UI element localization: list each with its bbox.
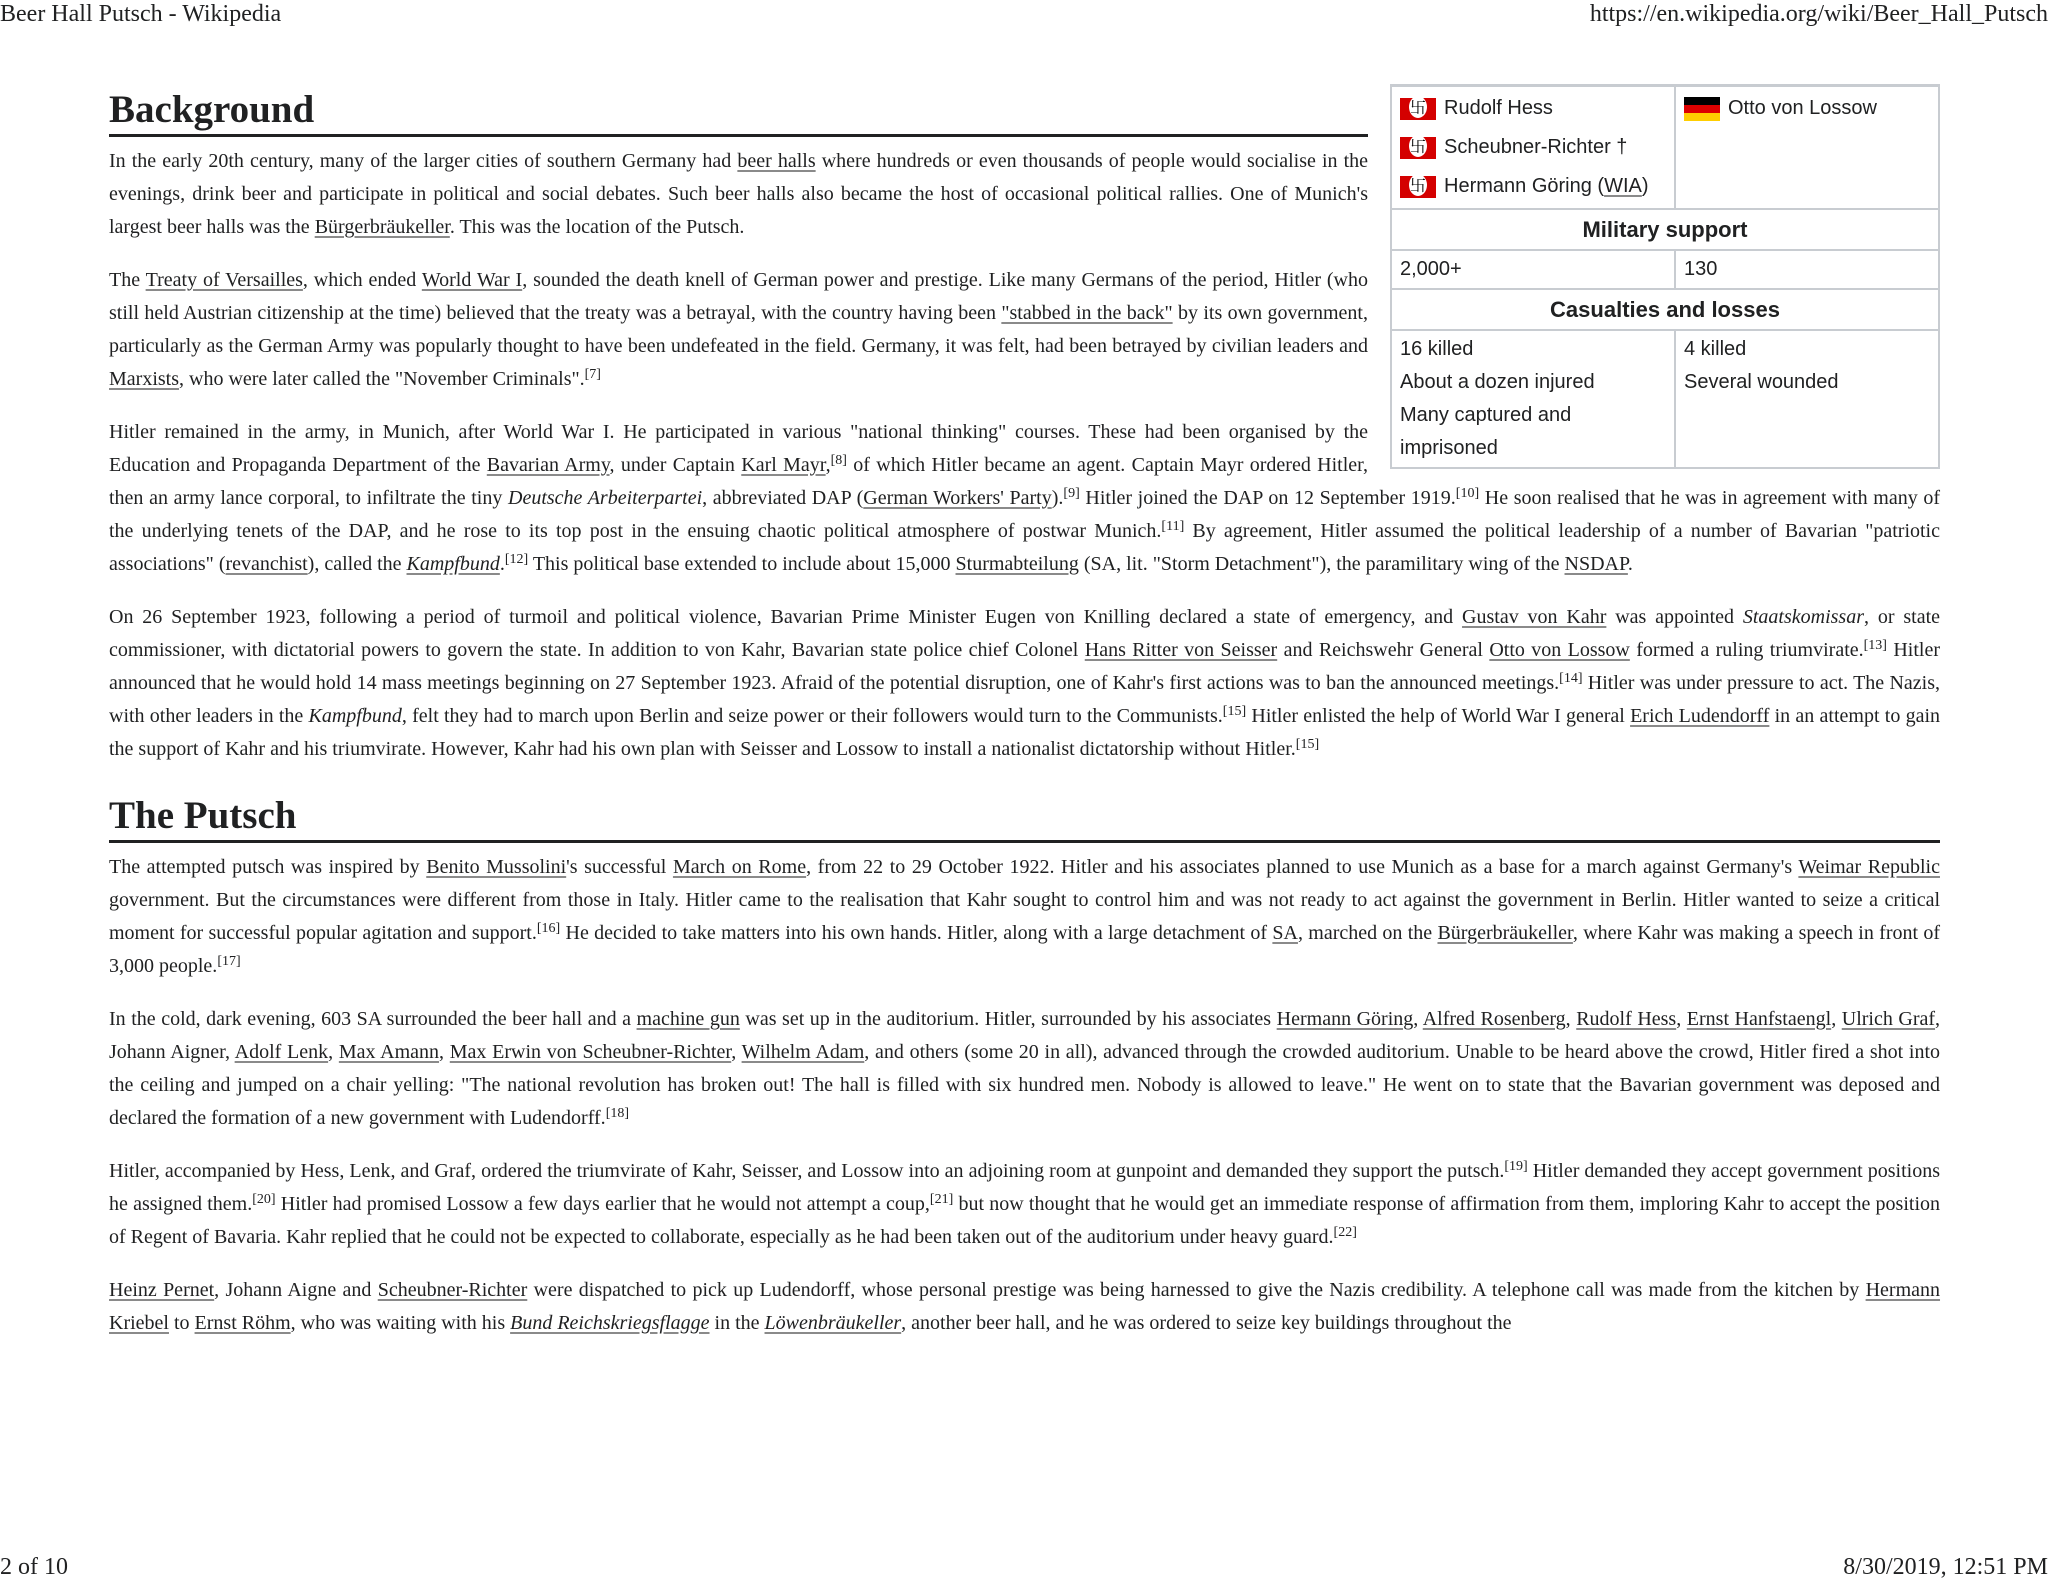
wiki-link[interactable]: Bürgerbräukeller — [314, 216, 450, 238]
nazi-flag-icon — [1400, 137, 1436, 159]
citation[interactable]: [21] — [929, 1192, 954, 1207]
wiki-link[interactable]: Ernst Röhm — [194, 1312, 291, 1334]
wiki-link[interactable]: Max Erwin von Scheubner-Richter — [449, 1041, 732, 1063]
wiki-link[interactable]: SA — [1272, 922, 1298, 944]
casualty-line: 4 killed — [1684, 338, 1747, 360]
wiki-link[interactable]: "stabbed in the back" — [1001, 302, 1173, 324]
citation[interactable]: [7] — [584, 367, 601, 382]
wiki-link[interactable]: Rudolf Hess — [1576, 1008, 1677, 1030]
wiki-link[interactable]: Otto von Lossow — [1489, 639, 1630, 661]
print-footer-datetime: 8/30/2019, 12:51 PM — [1843, 1554, 2048, 1580]
wiki-link[interactable]: Weimar Republic — [1798, 856, 1940, 878]
print-footer-page: 2 of 10 — [0, 1554, 68, 1580]
paragraph: Hitler remained in the army, in Munich, after World War I. He participated in various "national thinking" courses. These had been organised by the Education and Propaganda Department of the Bavarian Army, under Captain Karl Mayr,[8] of which Hitler became an agent. Captain Mayr ordered Hitler, then an army lance corporal, to infiltrate the tiny Deutsche Arbeiterpartei, abbreviated DAP (German Workers' Party).[9] Hitler joined the DAP on 12 September 1919.[10] He soon realised that he was in agreement with many of the underlying tenets of the DAP, and he rose to its top post in the ensuing chaotic political atmosphere of postwar Munich.[11] By agreement, Hitler assumed the political leadership of a number of Bavarian "patriotic associations" (revanchist), called the Kampfbund.[12] This political base extended to include about 15,000 Sturmabteilung (SA, lit. "Storm Detachment"), the paramilitary wing of the NSDAP. — [109, 421, 1940, 575]
wiki-link[interactable]: Ulrich Graf — [1841, 1008, 1936, 1030]
nazi-flag-icon — [1400, 176, 1436, 198]
infobox — [1390, 84, 1940, 469]
wiki-link[interactable]: Löwenbräukeller — [764, 1312, 902, 1334]
wiki-link[interactable]: Benito Mussolini — [426, 856, 567, 878]
citation[interactable]: [22] — [1333, 1225, 1357, 1240]
wia-link[interactable]: WIA — [1604, 175, 1642, 197]
commander-row — [1400, 89, 1666, 128]
citation[interactable]: [12] — [504, 552, 529, 567]
commander-link[interactable]: Hermann Göring — [1444, 175, 1592, 197]
wiki-link[interactable]: World War I — [421, 269, 523, 291]
paragraph: Hitler, accompanied by Hess, Lenk, and Graf, ordered the triumvirate of Kahr, Seisser, and Lossow into an adjoining room at gunpoint and demanded they support the putsch.[19] Hitler demanded they accept government positions he assigned them.[20] Hitler had promised Lossow a few days earlier that he would not attempt a coup,[21] but now thought that he would get an immediate response of affirmation from them, imploring Kahr to accept the position of Regent of Bavaria. Kahr replied that he could not be expected to collaborate, especially as he had been taken out of the auditorium under heavy guard.[22] — [109, 1159, 1940, 1248]
dagger-mark: † — [1610, 136, 1628, 158]
commander-link[interactable]: Otto von Lossow — [1728, 97, 1877, 119]
citation[interactable]: [13] — [1863, 638, 1887, 653]
wiki-link[interactable]: Gustav von Kahr — [1462, 606, 1607, 628]
commander-row — [1684, 89, 1930, 128]
wiki-link[interactable]: Heinz Pernet — [109, 1279, 215, 1301]
wiki-link[interactable]: German Workers' Party — [863, 487, 1052, 509]
wiki-link[interactable]: Hermann Kriebel — [109, 1279, 1941, 1334]
wiki-link[interactable]: beer halls — [737, 150, 816, 172]
paragraph: The Treaty of Versailles, which ended World War I, sounded the death knell of German power and prestige. Like many Germans of the period, Hitler (who still held Austrian citizenship at the time) believed that the treaty was a betrayal, with the country having been "stabbed in the back" by its own government, particularly as the German Army was popularly thought to have been undefeated in the field. Germany, it was felt, had been betrayed by civilian leaders and Marxists, who were later called the "November Criminals".[7] — [109, 269, 1369, 390]
casualty-line: About a dozen injured — [1400, 371, 1595, 393]
wiki-link[interactable]: Wilhelm Adam — [741, 1041, 865, 1063]
wiki-link[interactable]: Kampfbund — [406, 553, 500, 575]
infobox-strength-header: Military support — [1392, 209, 1938, 250]
paragraph: In the cold, dark evening, 603 SA surrounded the beer hall and a machine gun was set up in the auditorium. Hitler, surrounded by his associates Hermann Göring, Alfred Rosenberg, Rudolf Hess, Ernst Hanfstaengl, Ulrich Graf, Johann Aigner, Adolf Lenk, Max Amann, Max Erwin von Scheubner-Richter, Wilhelm Adam, and others (some 20 in all), advanced through the crowded auditorium. Unable to be heard above the crowd, Hitler fired a shot into the ceiling and jumped on a chair yelling: "The national revolution has broken out! The hall is filled with six hundred men. Nobody is allowed to leave." He went on to state that the Bavarian government was deposed and declared the formation of a new government with Ludendorff.[18] — [109, 1008, 1941, 1129]
paragraph: Heinz Pernet, Johann Aigne and Scheubner-Richter were dispatched to pick up Ludendorff, whose personal prestige was being harnessed to give the Nazis credibility. A telephone call was made from the kitchen by Hermann Kriebel to Ernst Röhm, who was waiting with his Bund Reichskriegsflagge in the Löwenbräukeller, another beer hall, and he was ordered to seize key buildings throughout the — [109, 1279, 1941, 1334]
paragraph: The attempted putsch was inspired by Benito Mussolini's successful March on Rome, from 22 to 29 October 1922. Hitler and his associates planned to use Munich as a base for a march against Germany's Weimar Republic government. But the circumstances were different from those in Italy. Hitler came to the realisation that Kahr sought to control him and was not ready to act against the government in Berlin. Hitler wanted to seize a critical moment for successful popular agitation and support.[16] He decided to take matters into his own hands. Hitler, along with a large detachment of SA, marched on the Bürgerbräukeller, where Kahr was making a speech in front of 3,000 people.[17] — [109, 856, 1941, 977]
commander-row — [1400, 128, 1666, 167]
strength-right: 130 — [1675, 250, 1938, 289]
citation[interactable]: [11] — [1161, 519, 1185, 534]
citation[interactable]: [17] — [217, 954, 241, 969]
wia-prefix: ( — [1591, 175, 1605, 197]
infobox-commanders-left — [1392, 87, 1675, 209]
citation[interactable]: [9] — [1063, 486, 1080, 501]
wiki-link[interactable]: Ernst Hanfstaengl — [1686, 1008, 1832, 1030]
commander-row — [1400, 167, 1666, 206]
wiki-link[interactable]: machine gun — [636, 1008, 740, 1030]
wiki-link[interactable]: Treaty of Versailles — [145, 269, 303, 291]
wiki-link[interactable]: Bund Reichskriegsflagge — [510, 1312, 710, 1334]
citation[interactable]: [20] — [252, 1192, 276, 1207]
wiki-link[interactable]: Scheubner-Richter — [377, 1279, 528, 1301]
wiki-link[interactable]: Alfred Rosenberg — [1422, 1008, 1566, 1030]
casualties-right — [1675, 330, 1938, 467]
wiki-link[interactable]: Adolf Lenk — [234, 1041, 329, 1063]
casualty-line: Many captured and imprisoned — [1400, 404, 1572, 459]
casualty-line: Several wounded — [1684, 371, 1839, 393]
wiki-link[interactable]: Hermann Göring — [1276, 1008, 1414, 1030]
citation[interactable]: [18] — [605, 1106, 630, 1121]
wiki-link[interactable]: Marxists — [109, 368, 179, 390]
wiki-link[interactable]: Erich Ludendorff — [1630, 705, 1770, 727]
wiki-link[interactable]: March on Rome — [672, 856, 807, 878]
citation[interactable]: [19] — [1504, 1159, 1528, 1174]
wia-suffix: ) — [1641, 175, 1649, 197]
print-header-title: Beer Hall Putsch - Wikipedia — [0, 1, 282, 27]
wiki-link[interactable]: NSDAP — [1564, 553, 1628, 575]
print-header-url: https://en.wikipedia.org/wiki/Beer_Hall_Putsch — [1589, 1, 2048, 27]
citation[interactable]: [8] — [830, 453, 847, 468]
wiki-link[interactable]: Karl Mayr — [741, 454, 826, 476]
casualties-left — [1392, 330, 1675, 467]
citation[interactable]: [16] — [536, 921, 561, 936]
german-flag-icon — [1684, 97, 1720, 121]
article-content — [109, 88, 1940, 1360]
wiki-link[interactable]: Hans Ritter von Seisser — [1084, 639, 1278, 661]
wiki-link[interactable]: Sturmabteilung — [955, 553, 1079, 575]
commander-link[interactable]: Scheubner-Richter — [1444, 136, 1611, 158]
section-heading-the-putsch: The Putsch — [109, 794, 1940, 843]
section-heading-background: Background — [109, 88, 1368, 137]
strength-left: 2,000+ — [1392, 250, 1675, 289]
citation[interactable]: [15] — [1295, 737, 1320, 752]
paragraph: In the early 20th century, many of the larger cities of southern Germany had beer halls where hundreds or even thousands of people would socialise in the evenings, drink beer and participate in political and social debates. Such beer halls also became the host of occasional political rallies. One of Munich's largest beer halls was the Bürgerbräukeller. This was the location of the Putsch. — [109, 150, 1369, 238]
paragraph: On 26 September 1923, following a period of turmoil and political violence, Bavarian Prime Minister Eugen von Knilling declared a state of emergency, and Gustav von Kahr was appointed Staatskomissar, or state commissioner, with dictatorial powers to govern the state. In addition to von Kahr, Bavarian state police chief Colonel Hans Ritter von Seisser and Reichswehr General Otto von Lossow formed a ruling triumvirate.[13] Hitler announced that he would hold 14 mass meetings beginning on 27 September 1923. Afraid of the potential disruption, one of Kahr's first actions was to ban the announced meetings.[14] Hitler was under pressure to act. The Nazis, with other leaders in the Kampfbund, felt they had to march upon Berlin and seize power or their followers would turn to the Communists.[15] Hitler enlisted the help of World War I general Erich Ludendorff in an attempt to gain the support of Kahr and his triumvirate. However, Kahr had his own plan with Seisser and Lossow to install a nationalist dictatorship without Hitler.[15] — [109, 606, 1941, 760]
commander-link[interactable]: Rudolf Hess — [1444, 97, 1553, 119]
nazi-flag-icon — [1400, 98, 1436, 120]
wiki-link[interactable]: Bürgerbräukeller — [1437, 922, 1573, 944]
citation[interactable]: [15] — [1222, 704, 1247, 719]
citation[interactable]: [10] — [1455, 486, 1480, 501]
wiki-link[interactable]: Max Amann — [338, 1041, 440, 1063]
wiki-link[interactable]: revanchist — [225, 553, 308, 575]
citation[interactable]: [14] — [1559, 671, 1583, 686]
wiki-link[interactable]: Bavarian Army — [486, 454, 610, 476]
infobox-commanders-right — [1675, 87, 1938, 209]
casualty-line: 16 killed — [1400, 338, 1474, 360]
infobox-casualties-header: Casualties and losses — [1392, 289, 1938, 330]
